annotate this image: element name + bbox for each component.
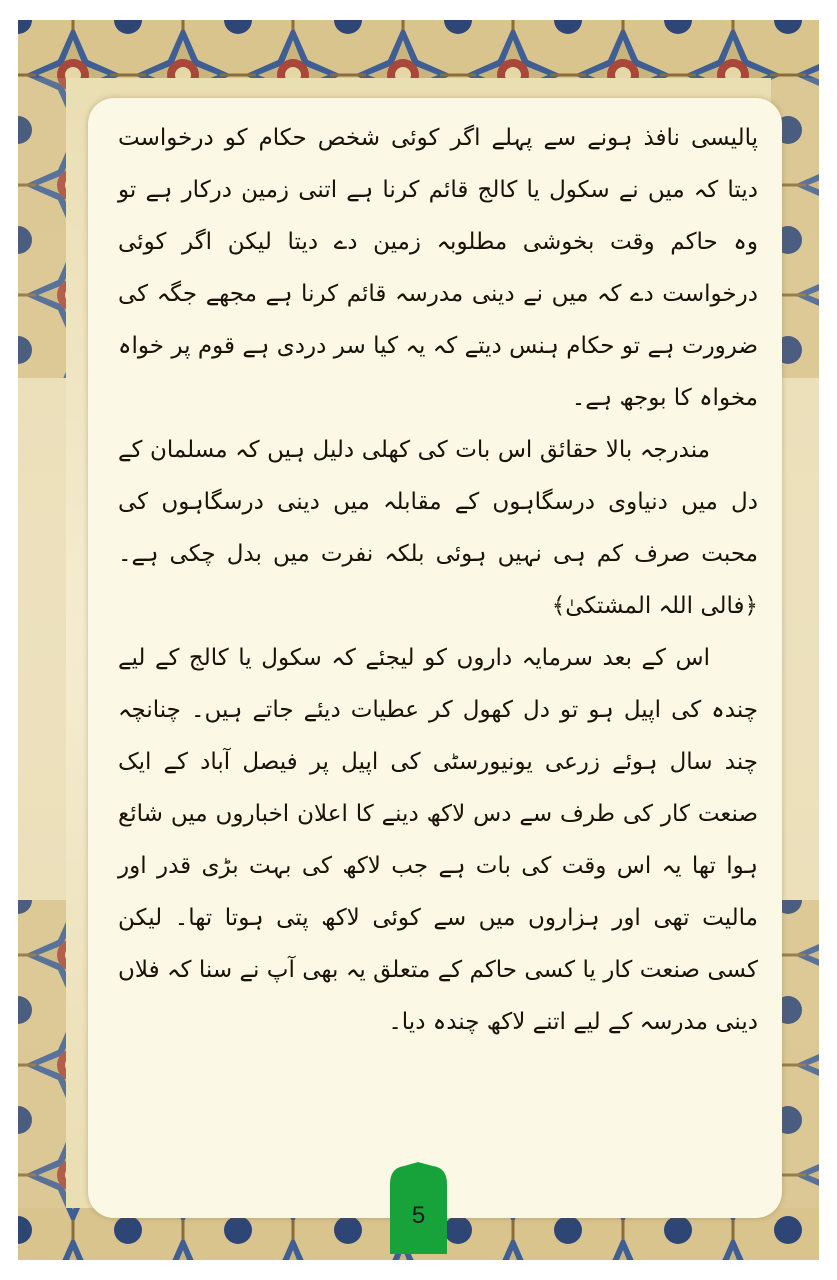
quranic-quote: فالی اللہ المشتکیٰ bbox=[565, 593, 745, 619]
page-number-tab bbox=[390, 1162, 447, 1254]
paragraph-1: پالیسی نافذ ہونے سے پہلے اگر کوئی شخص حکام کو درخواست دیتا کہ میں نے سکول یا کالج قائم کرنا ہے اتنی زمین درکار ہے تو وہ حاکم وقت بخوشی مطلوبہ زمین دے دیتا لیکن اگر کوئی درخواست دے کہ میں نے دینی مدرسہ قائم کرنا ہے مجھے جگہ کی ضرورت ہے تو حکام ہنس دیتے کہ یہ کیا سر دردی ہے قوم پر خواہ مخواہ کا بوجھ ہے۔ bbox=[118, 125, 758, 411]
quote-close-mark: ﴾ bbox=[551, 593, 566, 619]
text-panel bbox=[88, 98, 782, 1218]
paragraph-2-text: مندرجہ بالا حقائق اس بات کی کھلی دلیل ہیں کہ مسلمان کے دل میں دنیاوی درسگاہوں کے مقابلہ میں دینی درسگاہوں کی محبت صرف کم ہی نہیں ہوئی بلکہ نفرت میں بدل چکی ہے۔ bbox=[118, 437, 758, 567]
paragraph-2 bbox=[118, 424, 758, 632]
urdu-text-body bbox=[118, 112, 758, 1048]
paragraph-3: اس کے بعد سرمایہ داروں کو لیجئے کہ سکول یا کالج کے لیے چندہ کی اپیل ہو تو دل کھول کر عطیات دیئے جاتے ہیں۔ چنانچہ چند سال ہوئے زرعی یونیورسٹی کی اپیل پر فیصل آباد کے ایک صنعت کار کی طرف سے دس لاکھ دینے کا اعلان اخباروں میں شائع ہوا تھا یہ اس وقت کی بات ہے جب لاکھ کی بہت بڑی قدر اور مالیت تھی اور ہزاروں میں سے کوئی لاکھ پتی ہوتا تھا۔ لیکن کسی صنعت کار یا کسی حاکم کے متعلق یہ بھی آپ نے سنا کہ فلاں دینی مدرسہ کے لیے اتنے لاکھ چندہ دیا۔ bbox=[118, 645, 758, 1035]
page-number: 5 bbox=[411, 1202, 426, 1229]
book-page bbox=[18, 20, 819, 1260]
quote-open-mark: ﴿ bbox=[744, 593, 758, 619]
